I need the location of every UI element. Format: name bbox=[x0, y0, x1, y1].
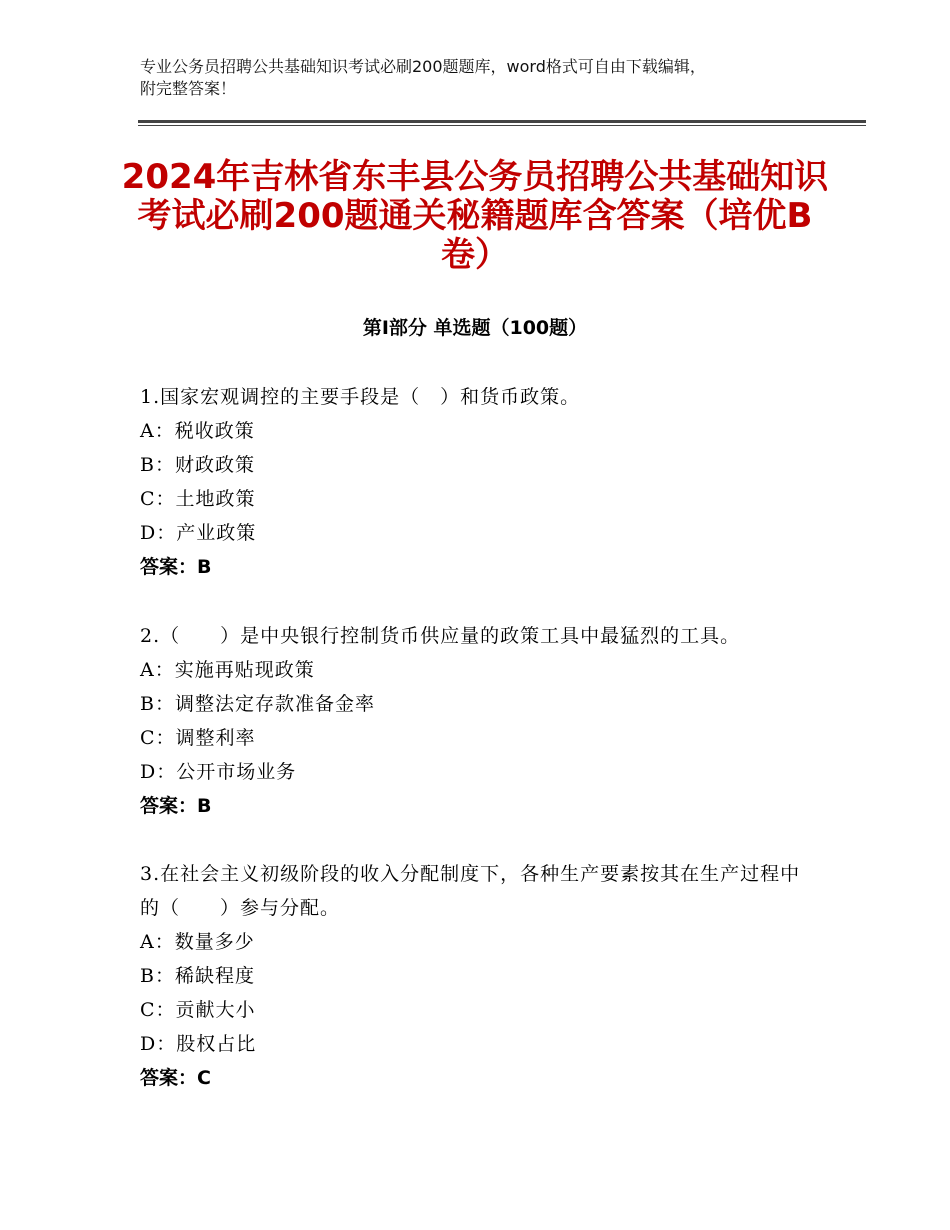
option-b: B：财政政策 bbox=[140, 454, 255, 476]
option-d: D：公开市场业务 bbox=[140, 761, 297, 783]
answer: 答案：C bbox=[140, 1067, 211, 1089]
question-stem: 1.国家宏观调控的主要手段是（ ）和货币政策。 bbox=[140, 386, 581, 408]
answer: 答案：B bbox=[140, 795, 212, 817]
option-c: C：调整利率 bbox=[140, 727, 256, 749]
header-rule-thin bbox=[138, 125, 866, 126]
option-c: C：土地政策 bbox=[140, 488, 256, 510]
option-c: C：贡献大小 bbox=[140, 999, 256, 1021]
header-note bbox=[140, 56, 840, 100]
question-1 bbox=[140, 380, 820, 584]
header-note-line-2: 附完整答案！ bbox=[140, 79, 237, 98]
header-rule-thick bbox=[138, 120, 866, 123]
question-3 bbox=[140, 857, 820, 1095]
option-d: D：产业政策 bbox=[140, 522, 257, 544]
question-stem: 3.在社会主义初级阶段的收入分配制度下，各种生产要素按其在生产过程中的（ ）参与分配。 bbox=[140, 863, 801, 919]
document-title: 2024年吉林省东丰县公务员招聘公共基础知识考试必刷200题通关秘籍题库含答案（培优B卷） bbox=[121, 157, 829, 275]
option-d: D：股权占比 bbox=[140, 1033, 257, 1055]
header-note-line-1: 专业公务员招聘公共基础知识考试必刷200题题库，word格式可自由下载编辑， bbox=[140, 57, 706, 76]
question-stem: 2.（ ）是中央银行控制货币供应量的政策工具中最猛烈的工具。 bbox=[140, 625, 741, 647]
option-a: A：税收政策 bbox=[140, 420, 255, 442]
option-b: B：稀缺程度 bbox=[140, 965, 255, 987]
option-b: B：调整法定存款准备金率 bbox=[140, 693, 375, 715]
section-heading: 第I部分 单选题（100题） bbox=[362, 317, 588, 339]
question-2 bbox=[140, 619, 820, 823]
option-a: A：实施再贴现政策 bbox=[140, 659, 315, 681]
answer: 答案：B bbox=[140, 556, 212, 578]
option-a: A：数量多少 bbox=[140, 931, 255, 953]
